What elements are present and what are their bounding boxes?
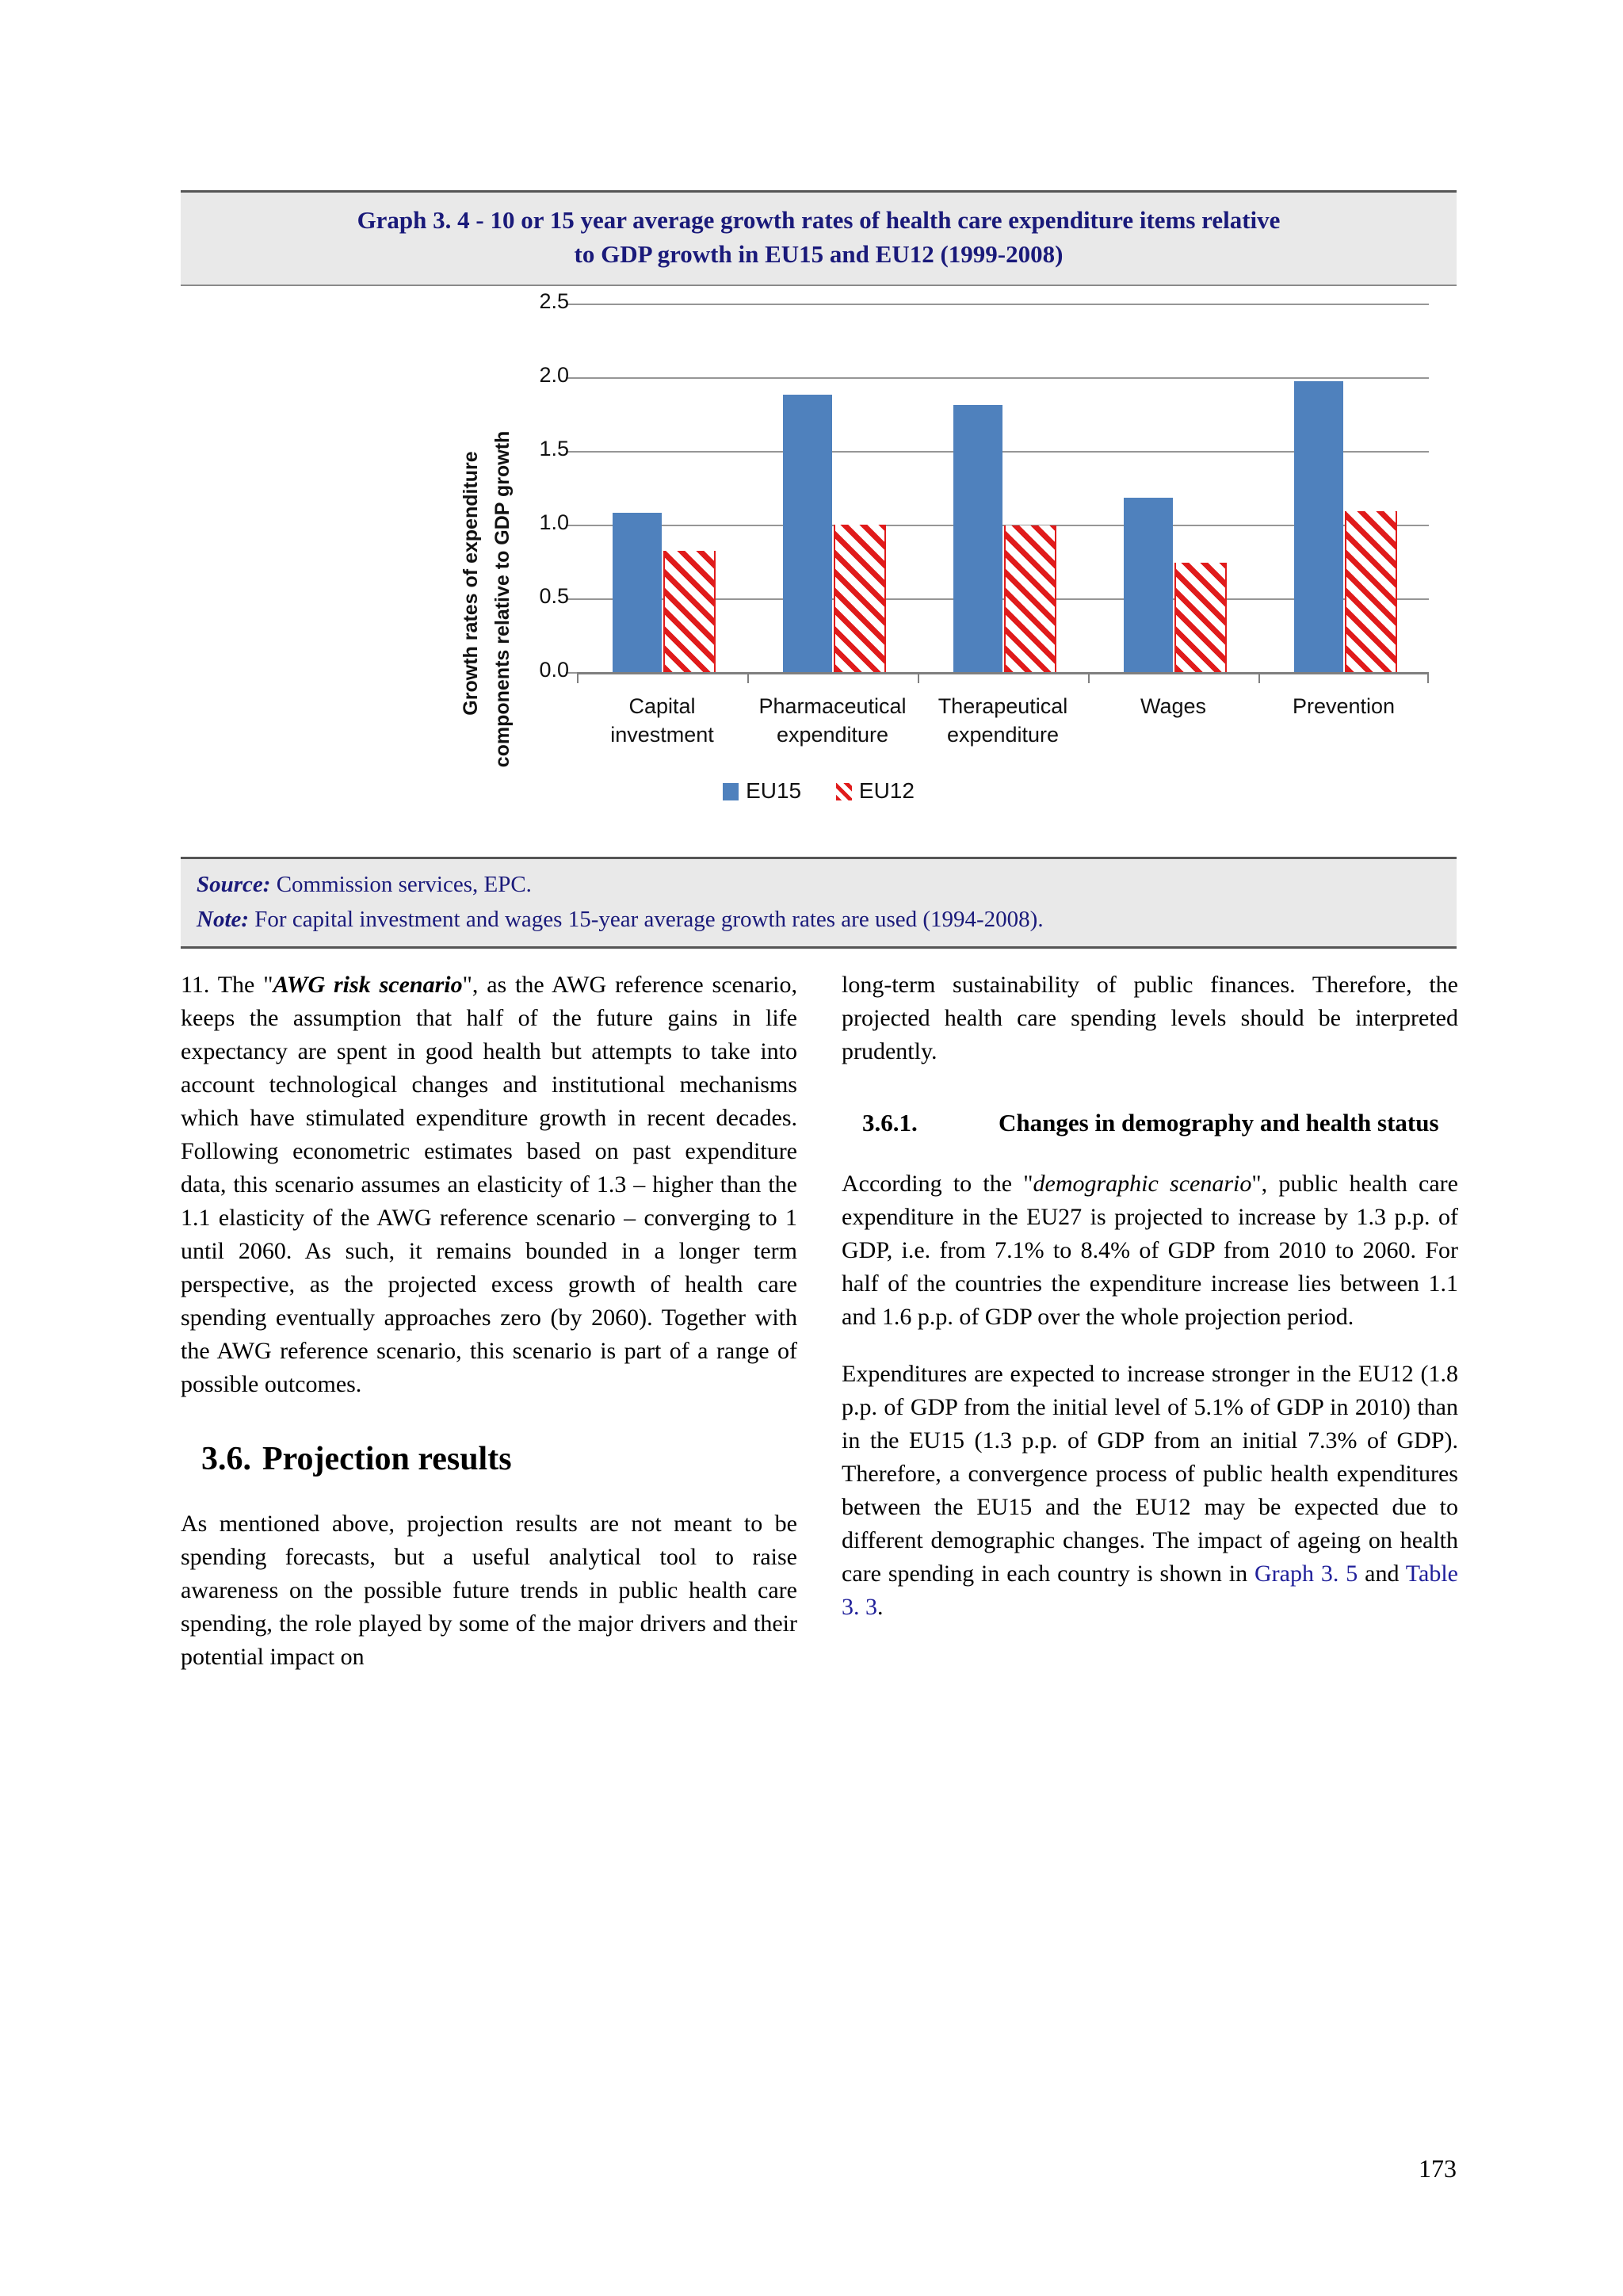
x-category-label-3 — [1088, 692, 1258, 720]
x-tick-2 — [918, 672, 919, 683]
chart-legend — [181, 777, 1457, 804]
y-tick-label-1-0: 1.0 — [539, 510, 569, 534]
x-tick-3 — [1088, 672, 1090, 683]
x-category-line-a: Therapeutical — [938, 693, 1068, 718]
bar-eu12-2 — [1004, 525, 1056, 671]
x-axis-line — [577, 672, 1429, 674]
y-axis-title-line1: Growth rates of expenditure — [460, 450, 482, 716]
paragraph-sustainability: long-term sustainability of public finances. Therefore, the projected health care spending levels should be interpreted prudently. — [842, 972, 1458, 1064]
note-line — [197, 902, 1441, 937]
note-text: For capital investment and wages 15-year average growth rates are used (1994-2008). — [249, 906, 1044, 932]
legend-label-eu15: EU15 — [746, 778, 802, 804]
graph-figure — [181, 190, 1457, 949]
y-tick-label-0-0: 0.0 — [539, 657, 569, 682]
x-category-line-b: expenditure — [776, 722, 889, 747]
paragraph-expenditures — [842, 1358, 1458, 1624]
x-category-line-a: Wages — [1140, 693, 1207, 718]
paragraph-projection-results: As mentioned above, projection results are not meant to be spending forecasts, but a useful analytical tool to raise awareness on the possible future trends in public health care spending, the role played by some of the major drivers and their potential impact on — [181, 1511, 797, 1671]
y-tick-label-1-5: 1.5 — [539, 436, 569, 460]
x-tick-5 — [1427, 672, 1429, 683]
legend-item-eu12 — [836, 778, 915, 804]
x-category-label-2 — [918, 692, 1088, 750]
bar-group-container — [577, 286, 1429, 672]
legend-swatch-eu12-icon — [836, 783, 852, 800]
bar-eu12-0 — [663, 551, 716, 672]
legend-item-eu15 — [723, 778, 801, 804]
y-tick-label-2-5: 2.5 — [539, 288, 569, 313]
subsection-title: Changes in demography and health status — [999, 1109, 1439, 1137]
bar-eu12-4 — [1345, 511, 1397, 672]
source-line — [197, 867, 1441, 902]
x-tick-4 — [1258, 672, 1260, 683]
cross-reference-table-3-3[interactable]: Table 3. 3 — [842, 1560, 1458, 1620]
y-tick-label-2-0: 2.0 — [539, 362, 569, 387]
column-left — [181, 968, 797, 1674]
paragraph-11-part-b: ", as the AWG reference scenario, keeps the assumption that half of the future gains in life expectancy are spent in good health but attempts to take into account technological changes and institutional mechanisms which have stimulated expenditure growth in recent decades. Following econometric estimates based on past expenditure data, this scenario assumes an elasticity of 1.3 – higher than the 1.1 elasticity of the AWG reference scenario – converging to 1 until 2060. As such, it remains bounded in a longer term perspective, as the projected excess growth of health care spending eventually approaches zero (by 2060). Together with the AWG reference scenario, this scenario is part of a range of possible outcomes. — [181, 972, 797, 1397]
bar-eu15-4 — [1294, 381, 1343, 671]
section-number: 3.6. — [201, 1441, 251, 1477]
x-category-line-a: Capital — [628, 693, 696, 718]
page-number: 173 — [1419, 2154, 1457, 2183]
graph-caption-line2: to GDP growth in EU15 and EU12 (1999-2008) — [574, 239, 1064, 268]
cross-reference-graph-3-5[interactable]: Graph 3. 5 — [1254, 1560, 1358, 1587]
bar-eu15-2 — [953, 405, 1002, 672]
section-heading-3-6 — [181, 1439, 797, 1479]
graph-caption — [181, 190, 1457, 286]
x-tick-0 — [577, 672, 579, 683]
x-category-label-4 — [1258, 692, 1429, 720]
subsection-number: 3.6.1. — [862, 1109, 918, 1137]
bar-eu15-3 — [1124, 498, 1173, 671]
paragraph-exp-part-a: Expenditures are expected to increase stronger in the EU12 (1.8 p.p. of GDP from the initial level of 5.1% of GDP in 2010) than in the EU15 (1.3 p.p. of GDP from an initial 7.3% of GDP). Therefore, a convergence process of public health expenditures between the EU15 and the EU12 may be expected due to different demographic changes. The impact of ageing on health care spending in each country is shown in — [842, 1360, 1458, 1587]
y-axis-title-line2: components relative to GDP growth — [491, 430, 514, 767]
paragraph-11-emphasis: AWG risk scenario — [273, 972, 463, 998]
bar-eu15-1 — [783, 395, 832, 672]
y-tick-label-0-5: 0.5 — [539, 583, 569, 608]
graph-source-note — [181, 857, 1457, 949]
column-right — [842, 968, 1458, 1624]
bar-eu12-1 — [834, 525, 886, 672]
source-label: Source: — [197, 871, 271, 897]
paragraph-demo-part-b: ", public health care expenditure in the EU27 is projected to increase by 1.3 p.p. of GDP, i.e. from 7.1% to 8.4% of GDP from 2010 to 2060. For half of the countries the expenditure increase lies between 1.1 and 1.6 p.p. of GDP over the whole projection period. — [842, 1170, 1458, 1330]
bar-chart — [181, 286, 1457, 857]
graph-caption-line1: Graph 3. 4 - 10 or 15 year average growth rates of health care expenditure items relative — [357, 206, 1281, 234]
paragraph-demographic-scenario — [842, 1167, 1458, 1334]
paragraph-exp-end: . — [877, 1593, 884, 1620]
bar-eu15-0 — [613, 513, 662, 672]
x-tick-1 — [747, 672, 749, 683]
subsection-heading-3-6-1 — [842, 1106, 1458, 1140]
paragraph-11 — [181, 968, 797, 1401]
section-title: Projection results — [262, 1441, 512, 1477]
x-category-line-b: expenditure — [946, 722, 1060, 747]
x-category-label-0 — [577, 692, 747, 750]
legend-swatch-eu15-icon — [723, 783, 739, 800]
x-category-line-a: Pharmaceutical — [758, 693, 907, 718]
paragraph-demo-emphasis: demographic scenario — [1033, 1170, 1252, 1197]
note-label: Note: — [197, 906, 250, 932]
paragraph-11-part-a: 11. The " — [181, 972, 273, 998]
bar-eu12-3 — [1174, 563, 1227, 672]
x-category-label-1 — [747, 692, 918, 750]
x-category-line-b: investment — [610, 722, 714, 747]
paragraph-demo-part-a: According to the " — [842, 1170, 1033, 1197]
paragraph-exp-mid: and — [1358, 1560, 1406, 1587]
plot-area — [539, 286, 1429, 837]
x-category-line-a: Prevention — [1292, 693, 1396, 718]
source-text: Commission services, EPC. — [270, 871, 532, 897]
legend-label-eu12: EU12 — [858, 778, 915, 804]
